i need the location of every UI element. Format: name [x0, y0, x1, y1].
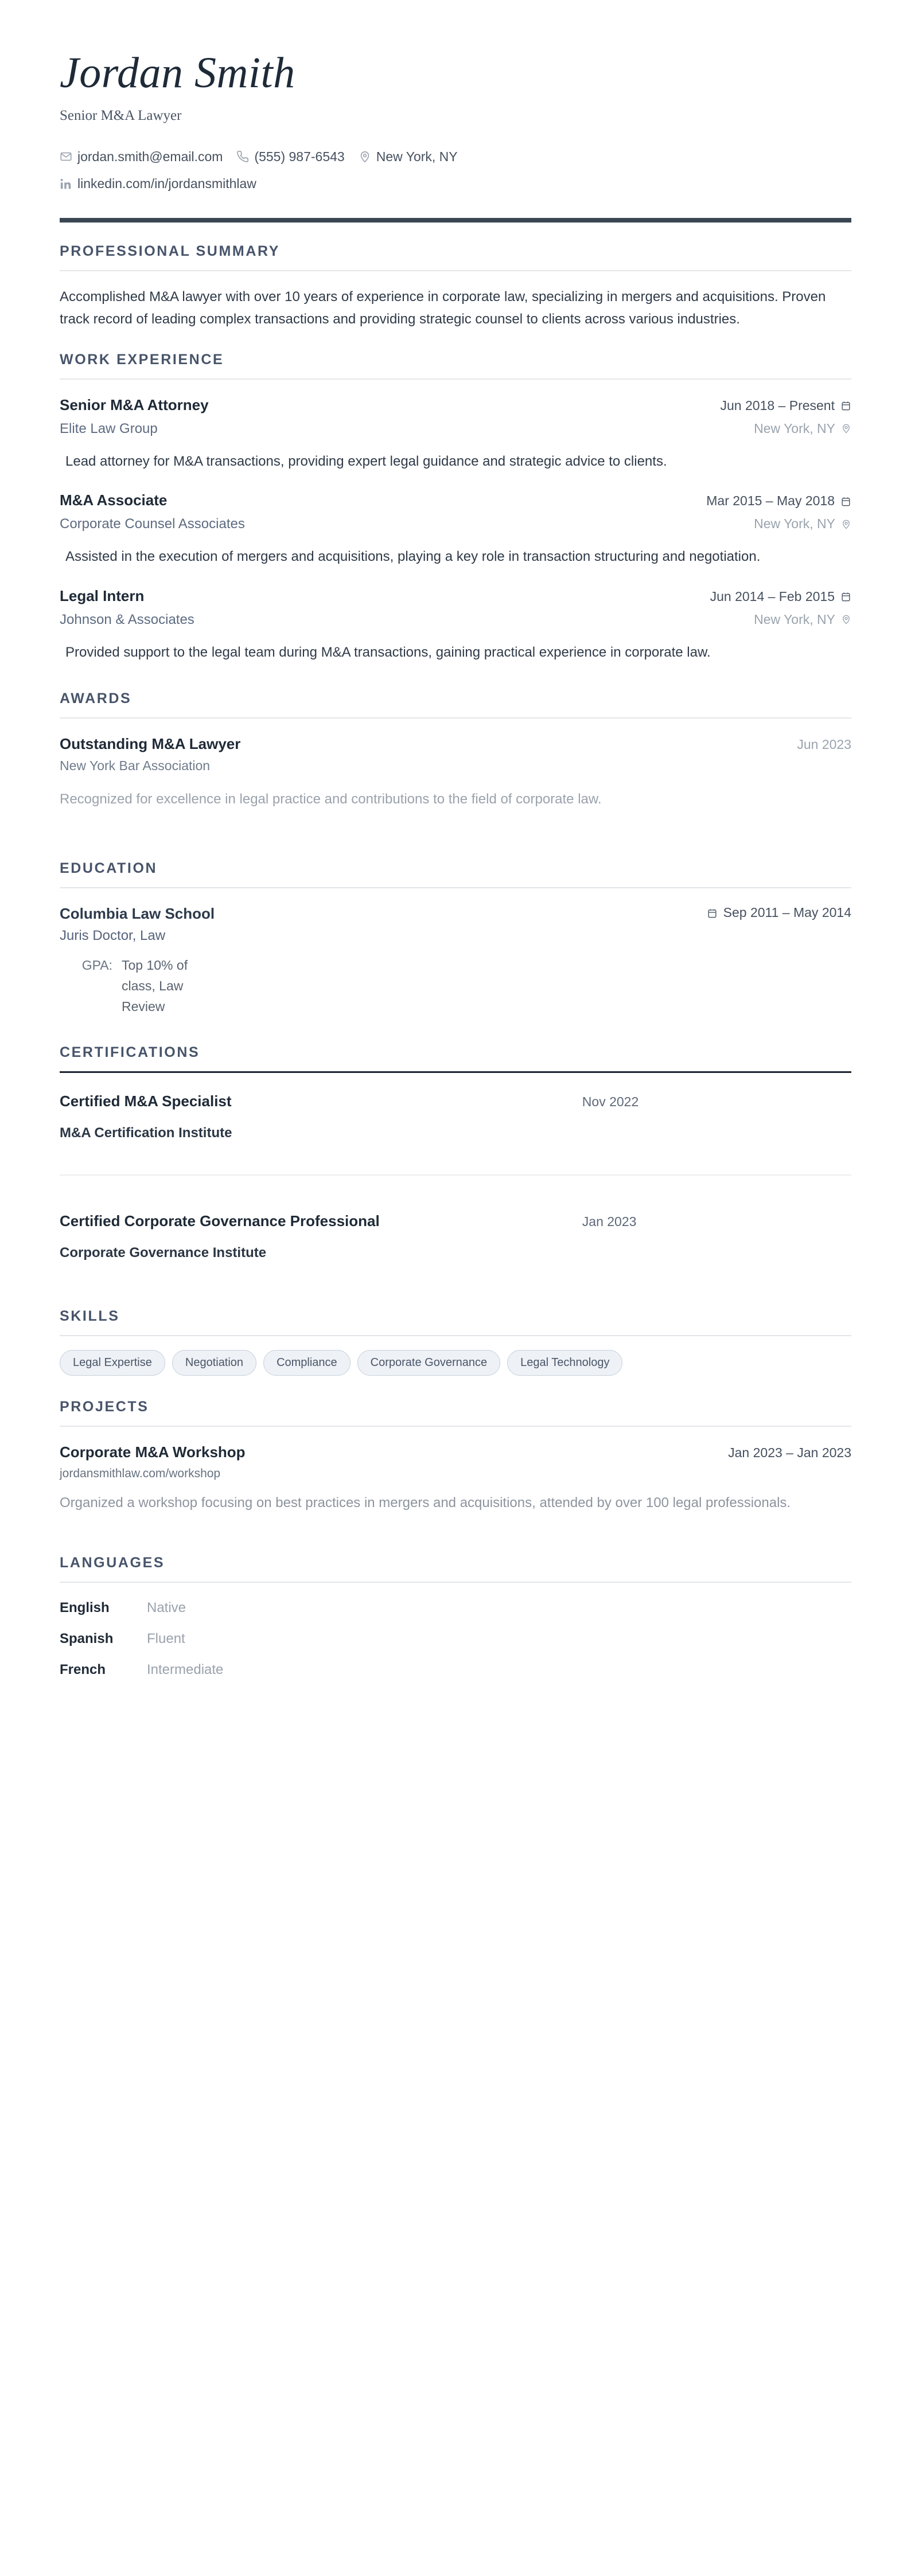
resume-header [60, 42, 851, 223]
page-title: Jordan Smith [60, 49, 295, 97]
education-gpa-label: GPA: [81, 958, 112, 973]
contact-line-primary [60, 143, 851, 170]
summary-text: Accomplished M&A lawyer with over 10 years of experience in corporate law, specializing in mergers and acquisitions. Proven track record of leading complex transactions and providing strategic counsel to clients across various industries. [60, 289, 826, 327]
project-dates: Jan 2023 – Jan 2023 [728, 1445, 851, 1461]
language-name: English [60, 1599, 110, 1615]
project-entry-header [60, 1442, 851, 1463]
section-content [60, 1583, 851, 1678]
header-divider [60, 218, 851, 223]
job-title: Senior M&A Lawyer [60, 107, 182, 123]
contact-linkedin[interactable] [60, 170, 256, 197]
skills-list [60, 1350, 851, 1376]
award-issuer: New York Bar Association [60, 758, 211, 774]
contact-email[interactable] [60, 143, 223, 170]
work-entry-subheader [60, 416, 851, 439]
certification-date: Nov 2022 [582, 1094, 639, 1110]
page-bottom-whitespace [60, 1678, 851, 2194]
work-dates-text: Jun 2018 – Present [720, 397, 835, 413]
work-dates [706, 491, 851, 510]
section-heading: PROJECTS [60, 1399, 149, 1415]
contact-location-text: New York, NY [376, 149, 458, 164]
section-work-experience [60, 352, 851, 664]
work-description: Provided support to the legal team during M&A transactions, gaining practical experience in corporate law. [65, 644, 711, 660]
section-content [60, 1073, 851, 1261]
map-pin-icon [841, 423, 851, 434]
section-education [60, 860, 851, 1017]
section-heading: PROFESSIONAL SUMMARY [60, 243, 280, 260]
award-entry [60, 733, 851, 811]
certification-issuer: Corporate Governance Institute [60, 1245, 267, 1261]
calendar-icon [840, 400, 851, 411]
skill-chip[interactable]: Legal Technology [507, 1350, 622, 1376]
project-description: Organized a workshop focusing on best practices in mergers and acquisitions, attended by over 100 legal professionals. [60, 1494, 791, 1511]
section-heading: CERTIFICATIONS [60, 1044, 200, 1061]
project-entry [60, 1442, 851, 1515]
work-entry-header [60, 395, 851, 416]
certification-entry-header [60, 1212, 851, 1230]
language-name: French [60, 1661, 106, 1677]
work-entry [60, 490, 851, 568]
work-entry-subheader [60, 512, 851, 534]
skill-chip[interactable]: Corporate Governance [357, 1350, 500, 1376]
map-pin-icon [359, 150, 371, 163]
work-location [754, 514, 851, 533]
project-name: Corporate M&A Workshop [60, 1443, 246, 1461]
calendar-icon [840, 496, 851, 507]
phone-icon [236, 150, 249, 163]
envelope-icon [60, 150, 72, 163]
linkedin-icon [60, 178, 72, 190]
section-skills [60, 1308, 851, 1376]
map-pin-icon [841, 614, 851, 625]
work-description: Lead attorney for M&A transactions, providing expert legal guidance and strategic advice to clients. [65, 453, 667, 469]
map-pin-icon [841, 519, 851, 529]
language-row [60, 1600, 851, 1616]
contact-location [359, 143, 458, 170]
section-projects [60, 1399, 851, 1515]
contact-phone-text: (555) 987-6543 [254, 149, 345, 164]
education-degree: Juris Doctor, Law [60, 928, 166, 944]
work-role: Senior M&A Attorney [60, 396, 209, 413]
work-company: Johnson & Associates [60, 611, 194, 627]
work-location-text: New York, NY [754, 420, 835, 436]
certification-entry [60, 1088, 851, 1141]
award-name: Outstanding M&A Lawyer [60, 735, 241, 752]
education-dates-text: Sep 2011 – May 2014 [723, 905, 851, 920]
section-content [60, 380, 851, 664]
certification-issuer: M&A Certification Institute [60, 1125, 232, 1141]
contact-linkedin-text: linkedin.com/in/jordansmithlaw [77, 175, 256, 191]
work-location-text: New York, NY [754, 516, 835, 532]
work-entry-header [60, 586, 851, 607]
work-location [754, 610, 851, 629]
contact-info [60, 143, 851, 197]
section-content [60, 719, 851, 811]
section-content [60, 1427, 851, 1515]
language-row [60, 1662, 851, 1678]
calendar-icon [840, 591, 851, 602]
work-entry [60, 586, 851, 664]
work-location [754, 419, 851, 438]
education-school: Columbia Law School [60, 904, 215, 922]
contact-line-secondary [60, 170, 851, 197]
education-gpa-value: Top 10% of class, Law Review [122, 958, 188, 1014]
certification-entry-header [60, 1092, 851, 1110]
section-heading: WORK EXPERIENCE [60, 351, 224, 368]
section-content [60, 888, 851, 1017]
work-dates-text: Mar 2015 – May 2018 [706, 493, 835, 509]
award-description: Recognized for excellence in legal practice and contributions to the field of corporate law. [60, 791, 602, 807]
work-description: Assisted in the execution of mergers and acquisitions, playing a key role in transaction structuring and negotiation. [65, 549, 761, 565]
certification-date: Jan 2023 [582, 1214, 637, 1230]
certification-divider [60, 1174, 851, 1176]
award-entry-header [60, 733, 851, 755]
work-role: M&A Associate [60, 491, 168, 509]
work-location-text: New York, NY [754, 611, 835, 627]
education-entry [60, 903, 851, 1017]
work-entry [60, 395, 851, 473]
section-heading: LANGUAGES [60, 1554, 165, 1571]
education-dates [707, 903, 851, 922]
language-name: Spanish [60, 1630, 114, 1646]
section-certifications [60, 1044, 851, 1261]
work-dates [710, 587, 851, 606]
skill-chip[interactable]: Negotiation [172, 1350, 256, 1376]
award-date: Jun 2023 [797, 736, 851, 752]
section-content [60, 271, 851, 331]
language-level: Intermediate [147, 1661, 224, 1677]
project-url[interactable]: jordansmithlaw.com/workshop [60, 1466, 221, 1480]
work-dates-text: Jun 2014 – Feb 2015 [710, 588, 835, 604]
work-company: Corporate Counsel Associates [60, 516, 245, 532]
work-role: Legal Intern [60, 587, 145, 604]
language-row [60, 1631, 851, 1647]
work-dates [721, 396, 851, 415]
certification-name: Certified M&A Specialist [60, 1092, 232, 1110]
section-heading: EDUCATION [60, 860, 158, 876]
education-gpa [60, 955, 851, 1017]
work-entry-header [60, 490, 851, 512]
language-level: Native [147, 1599, 186, 1615]
section-awards [60, 690, 851, 811]
skill-chip[interactable]: Legal Expertise [60, 1350, 165, 1376]
contact-phone[interactable] [236, 143, 344, 170]
section-heading: SKILLS [60, 1308, 120, 1325]
section-languages [60, 1555, 851, 1678]
contact-email-text: jordan.smith@email.com [77, 149, 223, 164]
calendar-icon [707, 908, 718, 919]
section-professional-summary [60, 243, 851, 331]
certification-name: Certified Corporate Governance Professional [60, 1212, 380, 1230]
certification-entry [60, 1208, 851, 1261]
language-level: Fluent [147, 1630, 185, 1646]
work-company: Elite Law Group [60, 420, 158, 436]
section-heading: AWARDS [60, 690, 132, 707]
skill-chip[interactable]: Compliance [263, 1350, 351, 1376]
section-content [60, 1336, 851, 1376]
education-entry-header [60, 903, 851, 925]
work-entry-subheader [60, 607, 851, 630]
